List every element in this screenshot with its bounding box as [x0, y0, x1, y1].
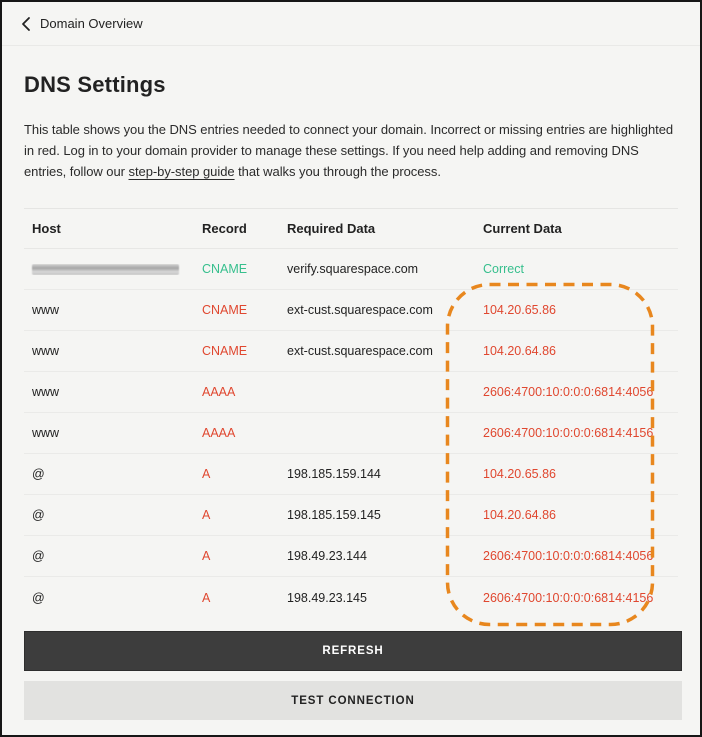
intro-text: [24, 119, 682, 182]
table-header-row: [24, 209, 678, 249]
top-bar: [2, 2, 700, 46]
dns-table: [24, 208, 678, 618]
record-cell: A: [202, 508, 211, 522]
back-link-domain-overview[interactable]: [20, 16, 143, 32]
table-row: [24, 495, 678, 536]
current-data-cell: Correct: [483, 262, 524, 276]
host-cell: www: [32, 385, 60, 399]
host-cell: www: [32, 426, 60, 440]
column-header-record: Record: [202, 221, 247, 236]
main-content: [2, 72, 700, 720]
record-cell: A: [202, 467, 211, 481]
host-cell: [24, 264, 202, 275]
required-data-cell: ext-cust.squarespace.com: [287, 303, 433, 317]
current-data-cell: 2606:4700:10:0:0:0:6814:4156: [483, 590, 654, 605]
intro-text-before: This table shows you the DNS entries needed to connect your domain. Incorrect or missing entries are highlighted in red. Log in to your domain provider to manage these settings. If you need help adding and removing DNS entries, follow our: [24, 122, 674, 179]
table-row: [24, 577, 678, 618]
record-cell: A: [202, 590, 211, 605]
redacted-host: [32, 264, 179, 275]
test-connection-button[interactable]: TEST CONNECTION: [24, 681, 682, 720]
required-data-cell: 198.185.159.144: [287, 467, 381, 481]
step-by-step-guide-link[interactable]: step-by-step guide: [128, 164, 235, 179]
intro-text-after: that walks you through the process.: [234, 164, 441, 179]
current-data-cell: 2606:4700:10:0:0:0:6814:4056: [483, 549, 654, 563]
table-row: [24, 413, 678, 454]
record-cell: CNAME: [202, 344, 248, 358]
record-cell: CNAME: [202, 303, 248, 317]
table-row: [24, 536, 678, 577]
required-data-cell: 198.185.159.145: [287, 508, 381, 522]
current-data-cell: 2606:4700:10:0:0:0:6814:4056: [483, 385, 654, 399]
back-link-label: Domain Overview: [40, 16, 143, 31]
table-row: [24, 290, 678, 331]
host-cell: www: [32, 344, 60, 358]
required-data-cell: verify.squarespace.com: [287, 262, 419, 276]
current-data-cell: 104.20.65.86: [483, 303, 556, 317]
table-row: [24, 454, 678, 495]
current-data-cell: 2606:4700:10:0:0:0:6814:4156: [483, 426, 654, 440]
host-cell: @: [32, 467, 45, 481]
column-header-current-data: Current Data: [483, 221, 562, 236]
record-cell: CNAME: [202, 262, 248, 276]
required-data-cell: 198.49.23.144: [287, 549, 367, 563]
current-data-cell: 104.20.64.86: [483, 344, 556, 358]
current-data-cell: 104.20.64.86: [483, 508, 556, 522]
table-row: [24, 249, 678, 290]
record-cell: A: [202, 549, 211, 563]
current-data-cell: 104.20.65.86: [483, 467, 556, 481]
required-data-cell: ext-cust.squarespace.com: [287, 344, 433, 358]
host-cell: www: [32, 303, 60, 317]
refresh-button[interactable]: REFRESH: [24, 631, 682, 671]
page-title: DNS Settings: [24, 72, 166, 97]
chevron-left-icon: [20, 16, 32, 32]
table-row: [24, 331, 678, 372]
record-cell: AAAA: [202, 426, 236, 440]
host-cell: @: [32, 590, 45, 605]
required-data-cell: 198.49.23.145: [287, 590, 367, 605]
host-cell: @: [32, 549, 45, 563]
table-row: [24, 372, 678, 413]
table-body: [24, 249, 678, 618]
host-cell: @: [32, 508, 45, 522]
column-header-host: Host: [32, 221, 61, 236]
record-cell: AAAA: [202, 385, 236, 399]
column-header-required-data: Required Data: [287, 221, 376, 236]
